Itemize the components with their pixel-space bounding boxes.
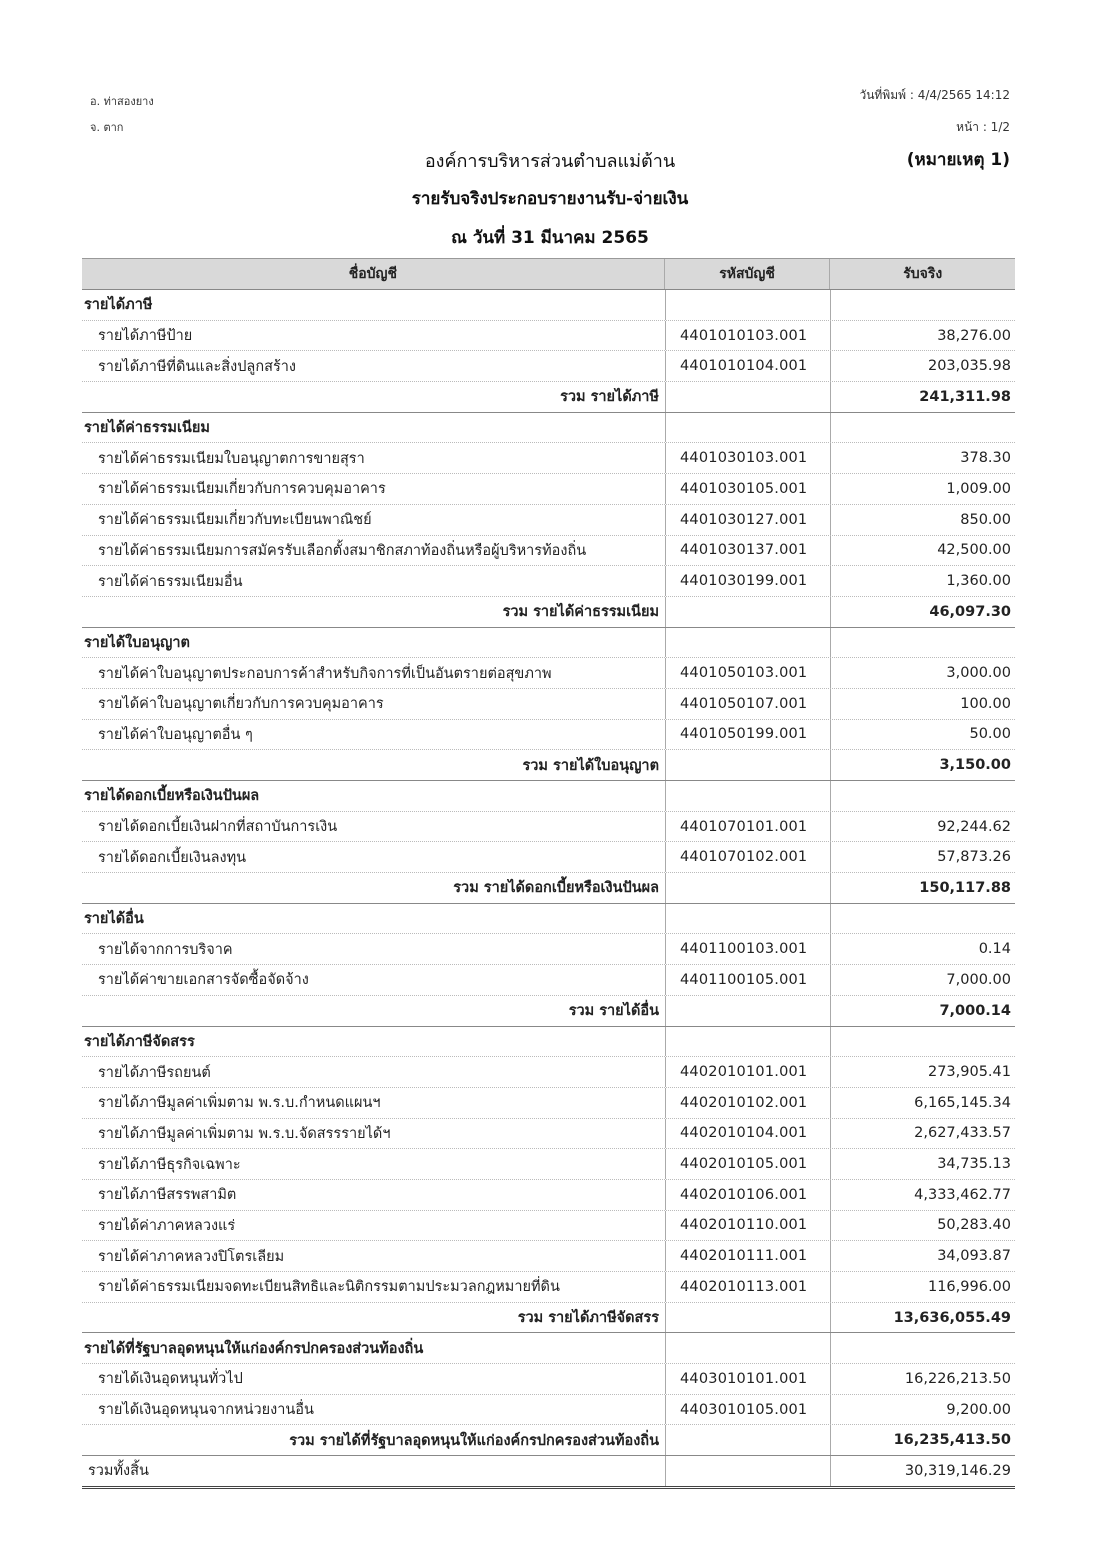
table-row [82,689,1015,720]
row-amount [830,1333,1015,1363]
row-code: 4401100103.001 [665,934,830,964]
row-code [665,904,830,934]
row-amount: 57,873.26 [830,842,1015,872]
row-code: 4403010101.001 [665,1364,830,1394]
row-name: รายได้เงินอุดหนุนทั่วไป [98,1371,243,1388]
row-amount: 13,636,055.49 [830,1303,1015,1333]
table-row [82,321,1015,352]
table-row [82,842,1015,873]
row-amount: 203,035.98 [830,351,1015,381]
row-amount: 42,500.00 [830,536,1015,566]
table-row [82,996,1015,1027]
row-code [665,628,830,658]
row-name: รายได้ค่าใบอนุญาตอื่น ๆ [98,726,253,743]
row-name: รายได้ภาษี [84,297,153,314]
row-amount: 50,283.40 [830,1211,1015,1241]
row-amount: 7,000.14 [830,996,1015,1026]
row-name: รายได้ค่าธรรมเนียมการสมัครรับเลือกตั้งสมาชิกสภาท้องถิ่นหรือผู้บริหารท้องถิ่น [98,542,587,559]
row-amount [830,413,1015,443]
row-name: รวม รายได้ภาษี [560,389,659,406]
print-date: วันที่พิมพ์ : 4/4/2565 14:12 [859,88,1010,102]
row-name: รายได้เงินอุดหนุนจากหน่วยงานอื่น [98,1402,314,1419]
row-amount [830,628,1015,658]
table-row [82,1119,1015,1150]
table-row [82,1027,1015,1058]
table-row [82,413,1015,444]
row-name: รายได้ค่าใบอนุญาตเกี่ยวกับการควบคุมอาคาร [98,696,384,713]
row-amount: 241,311.98 [830,382,1015,412]
row-code [665,1425,830,1455]
table-row [82,1272,1015,1303]
row-amount: 150,117.88 [830,873,1015,903]
row-name: รายได้ค่าขายเอกสารจัดซื้อจัดจ้าง [98,972,309,989]
row-code: 4401050107.001 [665,689,830,719]
table-row [82,382,1015,413]
row-amount: 9,200.00 [830,1395,1015,1425]
row-amount: 116,996.00 [830,1272,1015,1302]
row-amount [830,781,1015,811]
organization-name: องค์การบริหารส่วนตำบลแม่ต้าน [424,151,676,172]
row-name: รวม รายได้ภาษีจัดสรร [517,1310,659,1327]
table-row [82,474,1015,505]
row-code: 4401030199.001 [665,566,830,596]
row-amount: 16,226,213.50 [830,1364,1015,1394]
table-row [82,628,1015,659]
table-header [82,258,1015,290]
table-row [82,904,1015,935]
row-code: 4402010102.001 [665,1088,830,1118]
row-amount: 3,150.00 [830,750,1015,780]
table-row [82,1395,1015,1426]
row-amount: 3,000.00 [830,658,1015,688]
row-name: รายได้ค่าธรรมเนียมจดทะเบียนสิทธิและนิติกรรมตามประมวลกฎหมายที่ดิน [98,1279,560,1296]
row-code: 4401070102.001 [665,842,830,872]
row-code [665,996,830,1026]
row-name: รายได้ค่าธรรมเนียมอื่น [98,573,243,590]
table-row [82,1333,1015,1364]
row-name: รวม รายได้ค่าธรรมเนียม [502,604,659,621]
row-amount: 0.14 [830,934,1015,964]
district-label: อ. ท่าสองยาง [90,95,154,108]
row-amount: 50.00 [830,720,1015,750]
row-amount: 100.00 [830,689,1015,719]
row-name: รวม รายได้อื่น [568,1003,659,1020]
row-name: รายได้ภาษีสรรพสามิต [98,1187,237,1204]
row-name: รายได้อื่น [84,911,144,928]
row-amount: 38,276.00 [830,321,1015,351]
note-label: (หมายเหตุ 1) [906,150,1010,170]
table-row [82,965,1015,996]
table-row [82,781,1015,812]
row-amount: 273,905.41 [830,1057,1015,1087]
row-code [665,750,830,780]
row-code [665,1333,830,1363]
row-code: 4401070101.001 [665,812,830,842]
table-row [82,566,1015,597]
row-name: รวมทั้งสิ้น [88,1463,149,1480]
row-code: 4401010104.001 [665,351,830,381]
row-name: รายได้จากการบริจาค [98,941,233,958]
row-code: 4401010103.001 [665,321,830,351]
table-row [82,658,1015,689]
row-amount [830,904,1015,934]
revenue-table [82,258,1015,1489]
row-name: รายได้ภาษีจัดสรร [84,1033,195,1050]
report-title: รายรับจริงประกอบรายงานรับ-จ่ายเงิน [411,189,689,209]
row-name: รายได้ค่าธรรมเนียมเกี่ยวกับการควบคุมอาคาร [98,481,386,498]
row-code: 4402010104.001 [665,1119,830,1149]
page-number: หน้า : 1/2 [956,120,1010,134]
row-code [665,290,830,320]
table-row [82,1149,1015,1180]
row-code: 4402010105.001 [665,1149,830,1179]
row-amount: 92,244.62 [830,812,1015,842]
row-code: 4402010113.001 [665,1272,830,1302]
row-name: รายได้ภาษีมูลค่าเพิ่มตาม พ.ร.บ.จัดสรรรายได้ฯ [98,1125,391,1142]
row-name: รายได้ค่าธรรมเนียม [84,420,210,437]
table-row [82,290,1015,321]
row-name: รายได้ค่าใบอนุญาตประกอบการค้าสำหรับกิจการที่เป็นอันตรายต่อสุขภาพ [98,665,552,682]
row-code [665,873,830,903]
row-code: 4403010105.001 [665,1395,830,1425]
table-row [82,1057,1015,1088]
row-name: รายได้ค่าธรรมเนียมใบอนุญาตการขายสุรา [98,450,365,467]
row-name: รายได้ภาษีมูลค่าเพิ่มตาม พ.ร.บ.กำหนดแผนฯ [98,1095,381,1112]
row-name: รายได้ดอกเบี้ยเงินลงทุน [98,849,247,866]
row-code: 4402010106.001 [665,1180,830,1210]
row-amount: 34,093.87 [830,1241,1015,1271]
row-code: 4401100105.001 [665,965,830,995]
col-header-name: ชื่อบัญชี [348,266,397,282]
row-code [665,413,830,443]
row-code: 4402010111.001 [665,1241,830,1271]
row-name: รายได้ที่รัฐบาลอุดหนุนให้แก่องค์กรปกครองส่วนท้องถิ่น [84,1340,424,1357]
row-name: รายได้ภาษีที่ดินและสิ่งปลูกสร้าง [98,358,296,375]
row-name: รายได้ค่าภาคหลวงแร่ [98,1217,236,1234]
table-body [82,290,1015,1489]
row-name: รายได้ภาษีธุรกิจเฉพาะ [98,1156,241,1173]
table-row [82,1425,1015,1456]
row-name: รายได้ดอกเบี้ยหรือเงินปันผล [84,788,260,805]
table-row [82,597,1015,628]
row-amount: 6,165,145.34 [830,1088,1015,1118]
row-code: 4401050103.001 [665,658,830,688]
row-code: 4401050199.001 [665,720,830,750]
table-row [82,536,1015,567]
row-name: รวม รายได้ที่รัฐบาลอุดหนุนให้แก่องค์กรปกครองส่วนท้องถิ่น [289,1432,659,1449]
row-amount: 7,000.00 [830,965,1015,995]
row-code: 4401030105.001 [665,474,830,504]
row-amount: 1,360.00 [830,566,1015,596]
table-row [82,1088,1015,1119]
row-amount: 850.00 [830,505,1015,535]
row-amount: 16,235,413.50 [830,1425,1015,1455]
table-row [82,1456,1015,1489]
row-amount [830,290,1015,320]
row-code [665,1027,830,1057]
row-code: 4401030127.001 [665,505,830,535]
row-amount: 46,097.30 [830,597,1015,627]
row-name: รายได้ค่าภาคหลวงปิโตรเลียม [98,1248,285,1265]
row-code [665,781,830,811]
table-row [82,934,1015,965]
row-amount: 34,735.13 [830,1149,1015,1179]
table-row [82,1241,1015,1272]
table-row [82,1180,1015,1211]
row-name: รายได้ใบอนุญาต [84,634,190,651]
row-amount: 2,627,433.57 [830,1119,1015,1149]
table-row [82,443,1015,474]
row-amount [830,1027,1015,1057]
row-amount: 4,333,462.77 [830,1180,1015,1210]
table-row [82,1364,1015,1395]
row-name: รายได้ภาษีป้าย [98,328,193,345]
row-name: รายได้ค่าธรรมเนียมเกี่ยวกับทะเบียนพาณิชย์ [98,512,372,529]
province-label: จ. ตาก [90,121,124,134]
row-code: 4402010101.001 [665,1057,830,1087]
row-amount: 30,319,146.29 [830,1456,1015,1486]
row-amount: 1,009.00 [830,474,1015,504]
table-row [82,873,1015,904]
row-name: รวม รายได้ดอกเบี้ยหรือเงินปันผล [453,880,659,897]
row-code: 4401030103.001 [665,443,830,473]
row-code [665,382,830,412]
report-date: ณ วันที่ 31 มีนาคม 2565 [451,228,649,248]
table-row [82,351,1015,382]
table-row [82,1211,1015,1242]
row-name: รายได้ดอกเบี้ยเงินฝากที่สถาบันการเงิน [98,819,338,836]
col-header-amount: รับจริง [829,259,1015,289]
table-row [82,1303,1015,1334]
row-code [665,597,830,627]
row-name: รวม รายได้ใบอนุญาต [522,757,659,774]
table-row [82,750,1015,781]
row-amount: 378.30 [830,443,1015,473]
row-name: รายได้ภาษีรถยนต์ [98,1064,211,1081]
table-row [82,505,1015,536]
table-row [82,720,1015,751]
row-code [665,1456,830,1486]
row-code: 4401030137.001 [665,536,830,566]
row-code [665,1303,830,1333]
table-row [82,812,1015,843]
row-code: 4402010110.001 [665,1211,830,1241]
col-header-code: รหัสบัญชี [664,259,830,289]
